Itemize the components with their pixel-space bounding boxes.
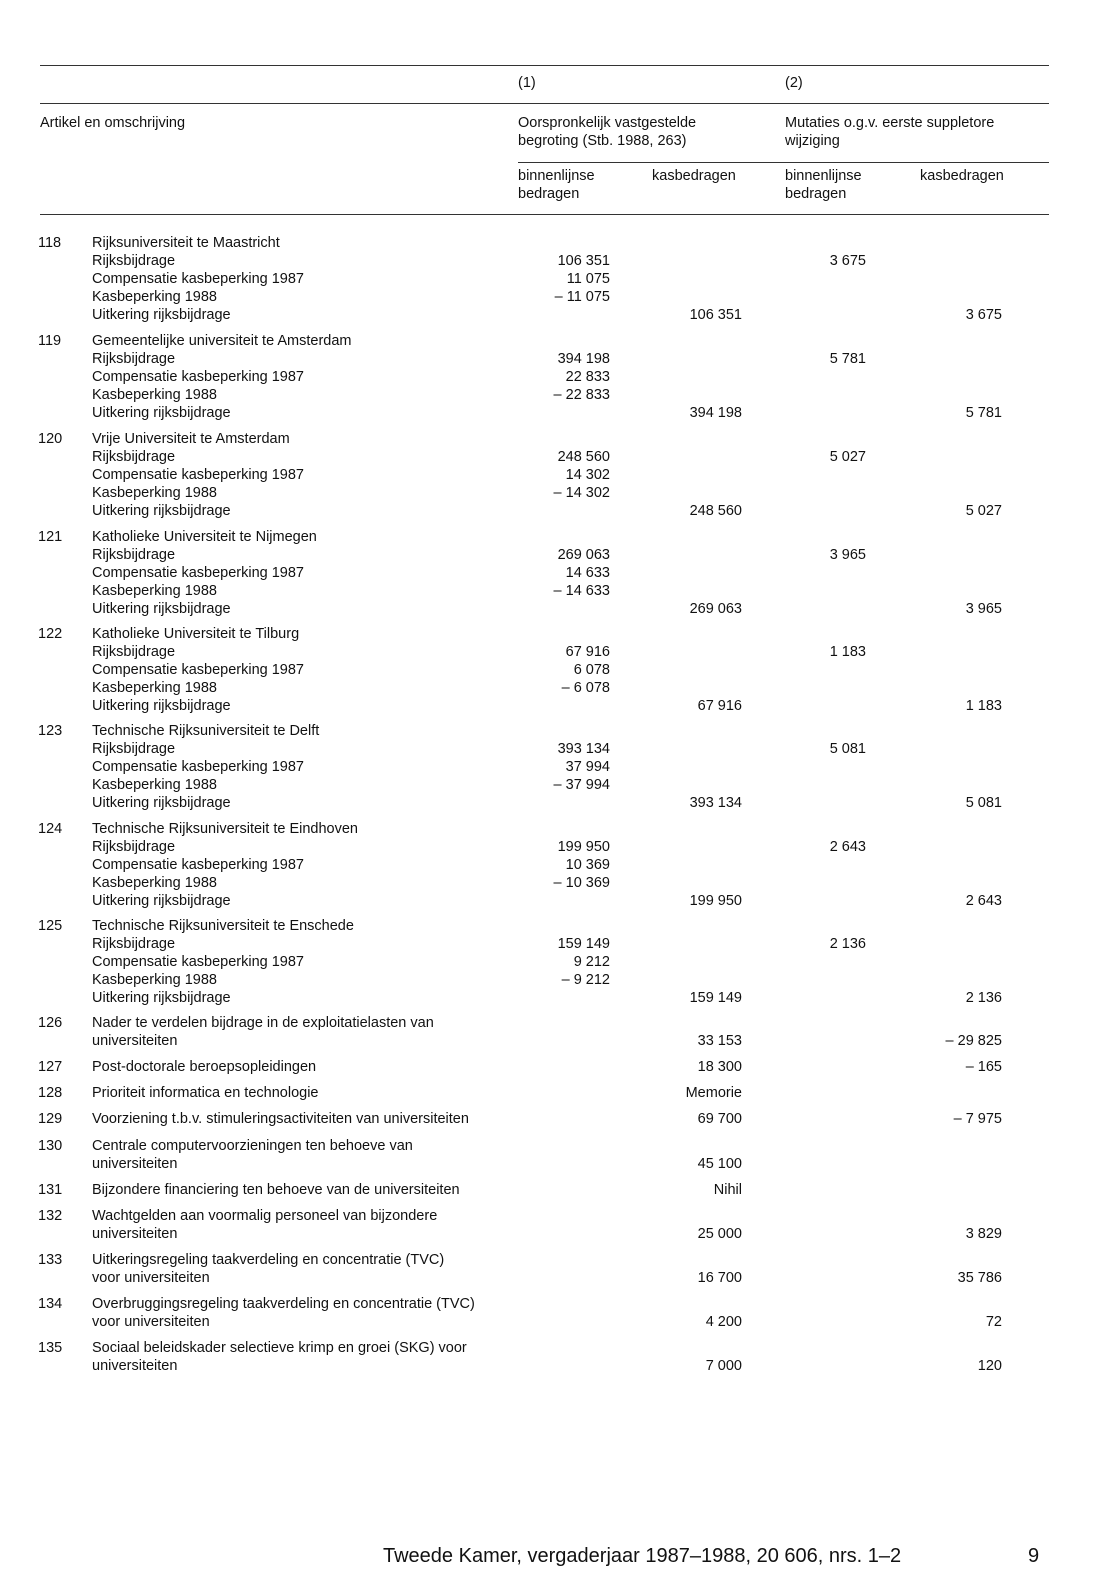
group2-title-line2: wijziging (785, 133, 840, 149)
row-description: Uitkering rijksbijdrage (92, 698, 231, 714)
orig-kasbedragen-value: 18 300 (697, 1059, 742, 1075)
row-description: Gemeentelijke universiteit te Amsterdam (92, 333, 352, 349)
row-description: Kasbeperking 1988 (92, 289, 217, 305)
row-description: Centrale computervoorzieningen ten behoeve van (92, 1138, 413, 1154)
orig-kasbedragen-value: 393 134 (689, 795, 742, 811)
orig-kasbedragen-value: 33 153 (697, 1033, 742, 1049)
row-description: Kasbeperking 1988 (92, 777, 217, 793)
row-description: Uitkering rijksbijdrage (92, 405, 231, 421)
subheader-rule (518, 162, 1049, 163)
row-description: Rijksbijdrage (92, 741, 176, 757)
row-description: Uitkeringsregeling taakverdeling en concentratie (TVC) (92, 1252, 445, 1268)
row-description: Kasbeperking 1988 (92, 485, 217, 501)
col-group-2-number: (2) (785, 75, 803, 91)
row-description: Overbruggingsregeling taakverdeling en concentratie (TVC) (92, 1296, 475, 1312)
article-number: 133 (38, 1252, 63, 1268)
group1-kas: kasbedragen (652, 168, 736, 184)
article-number: 119 (38, 333, 62, 349)
orig-binnenlijnse-value: 11 075 (566, 271, 610, 287)
mut-kasbedragen-value: 3 829 (965, 1226, 1002, 1242)
row-description: Rijksuniversiteit te Maastricht (92, 235, 280, 251)
row-description: Rijksbijdrage (92, 253, 176, 269)
article-number: 128 (38, 1085, 63, 1101)
row-description: Compensatie kasbeperking 1987 (92, 857, 304, 873)
article-number: 118 (38, 235, 62, 251)
mut-kasbedragen-value: – 29 825 (945, 1033, 1002, 1049)
orig-kasbedragen-value: 199 950 (689, 893, 742, 909)
orig-binnenlijnse-value: – 11 075 (554, 289, 610, 305)
article-number: 129 (38, 1111, 63, 1127)
row-description: Rijksbijdrage (92, 351, 176, 367)
row-description: Nader te verdelen bijdrage in de exploitatielasten van (92, 1015, 434, 1031)
orig-binnenlijnse-value: 159 149 (557, 936, 610, 952)
row-description: Kasbeperking 1988 (92, 875, 217, 891)
mut-kasbedragen-value: 5 027 (965, 503, 1002, 519)
article-number: 130 (38, 1138, 63, 1154)
orig-kasbedragen-value: 248 560 (689, 503, 742, 519)
row-description: universiteiten (92, 1156, 178, 1172)
mut-binnenlijnse-value: 3 675 (829, 253, 866, 269)
top-rule (40, 65, 1049, 66)
row-description: Compensatie kasbeperking 1987 (92, 369, 304, 385)
row-description: Rijksbijdrage (92, 644, 176, 660)
row-description: Technische Rijksuniversiteit te Delft (92, 723, 320, 739)
mut-binnenlijnse-value: 2 136 (829, 936, 866, 952)
row-description: universiteiten (92, 1226, 178, 1242)
footer-citation: Tweede Kamer, vergaderjaar 1987–1988, 20 606, nrs. 1–2 (383, 1545, 902, 1567)
orig-binnenlijnse-value: – 10 369 (553, 875, 610, 891)
mut-kasbedragen-value: 3 675 (965, 307, 1002, 323)
row-description: Uitkering rijksbijdrage (92, 795, 231, 811)
orig-kasbedragen-value: 16 700 (697, 1270, 742, 1286)
row-description: Rijksbijdrage (92, 449, 176, 465)
row-description: Voorziening t.b.v. stimuleringsactiviteiten van universiteiten (92, 1111, 469, 1127)
article-number: 121 (38, 529, 63, 545)
group1-title-line1: Oorspronkelijk vastgestelde (518, 115, 697, 131)
article-number: 124 (38, 821, 63, 837)
row-description: Sociaal beleidskader selectieve krimp en groei (SKG) voor (92, 1340, 467, 1356)
group1-binnen-line2: bedragen (518, 186, 580, 202)
orig-kasbedragen-value: 159 149 (689, 990, 742, 1006)
orig-binnenlijnse-value: – 14 302 (553, 485, 610, 501)
row-description: Katholieke Universiteit te Nijmegen (92, 529, 317, 545)
orig-binnenlijnse-value: 10 369 (565, 857, 610, 873)
orig-binnenlijnse-value: – 6 078 (561, 680, 610, 696)
mut-kasbedragen-value: – 165 (965, 1059, 1002, 1075)
article-number: 135 (38, 1340, 63, 1356)
orig-kasbedragen-value: 69 700 (697, 1111, 742, 1127)
article-number: 123 (38, 723, 63, 739)
group2-binnen-line2: bedragen (785, 186, 847, 202)
row-description: Prioriteit informatica en technologie (92, 1085, 319, 1101)
orig-kasbedragen-value: 7 000 (705, 1358, 742, 1374)
row-description: Compensatie kasbeperking 1987 (92, 759, 304, 775)
orig-kasbedragen-value: 394 198 (689, 405, 742, 421)
group2-kas: kasbedragen (920, 168, 1004, 184)
row-description: voor universiteiten (92, 1270, 210, 1286)
orig-kasbedragen-value: 67 916 (697, 698, 742, 714)
mut-binnenlijnse-value: 5 781 (829, 351, 866, 367)
orig-kasbedragen-value: 4 200 (705, 1314, 742, 1330)
header-rule-2 (40, 103, 1049, 104)
row-description: Wachtgelden aan voormalig personeel van bijzondere (92, 1208, 438, 1224)
orig-binnenlijnse-value: – 37 994 (553, 777, 610, 793)
orig-binnenlijnse-value: 14 633 (565, 565, 610, 581)
group2-binnen-line1: binnenlijnse (785, 168, 862, 184)
row-description: Uitkering rijksbijdrage (92, 990, 231, 1006)
row-description: Kasbeperking 1988 (92, 680, 217, 696)
orig-binnenlijnse-value: 269 063 (557, 547, 610, 563)
row-description: Bijzondere financiering ten behoeve van de universiteiten (92, 1182, 460, 1198)
mut-kasbedragen-value: 1 183 (965, 698, 1002, 714)
row-description: Uitkering rijksbijdrage (92, 503, 231, 519)
row-description: Kasbeperking 1988 (92, 583, 217, 599)
row-description: Rijksbijdrage (92, 547, 176, 563)
orig-kasbedragen-value: 269 063 (689, 601, 742, 617)
orig-kasbedragen-value: 106 351 (689, 307, 742, 323)
orig-binnenlijnse-value: 394 198 (557, 351, 610, 367)
orig-binnenlijnse-value: 22 833 (565, 369, 610, 385)
orig-binnenlijnse-value: 67 916 (565, 644, 610, 660)
mut-kasbedragen-value: – 7 975 (953, 1111, 1002, 1127)
mut-kasbedragen-value: 5 781 (965, 405, 1002, 421)
mut-binnenlijnse-value: 5 081 (829, 741, 866, 757)
row-description: Uitkering rijksbijdrage (92, 307, 231, 323)
mut-kasbedragen-value: 5 081 (965, 795, 1002, 811)
mut-kasbedragen-value: 2 136 (965, 990, 1002, 1006)
row-description: Compensatie kasbeperking 1987 (92, 565, 304, 581)
orig-kasbedragen-value: Memorie (685, 1085, 742, 1101)
mut-binnenlijnse-value: 1 183 (829, 644, 866, 660)
article-number: 132 (38, 1208, 63, 1224)
orig-binnenlijnse-value: – 14 633 (553, 583, 610, 599)
article-number: 134 (38, 1296, 63, 1312)
article-number: 127 (38, 1059, 63, 1075)
row-description: Rijksbijdrage (92, 839, 176, 855)
orig-binnenlijnse-value: 393 134 (557, 741, 610, 757)
row-description: voor universiteiten (92, 1314, 210, 1330)
row-description: Compensatie kasbeperking 1987 (92, 271, 304, 287)
orig-binnenlijnse-value: 6 078 (573, 662, 610, 678)
article-number: 125 (38, 918, 63, 934)
row-description: Uitkering rijksbijdrage (92, 893, 231, 909)
mut-kasbedragen-value: 72 (985, 1314, 1002, 1330)
row-description: Vrije Universiteit te Amsterdam (92, 431, 290, 447)
row-description: Technische Rijksuniversiteit te Eindhoven (92, 821, 358, 837)
article-number: 131 (38, 1182, 63, 1198)
orig-binnenlijnse-value: 106 351 (557, 253, 610, 269)
orig-binnenlijnse-value: – 22 833 (553, 387, 610, 403)
row-description: Technische Rijksuniversiteit te Enschede (92, 918, 354, 934)
group2-title-line1: Mutaties o.g.v. eerste suppletore (785, 115, 995, 131)
article-number: 126 (38, 1015, 63, 1031)
mut-kasbedragen-value: 3 965 (965, 601, 1002, 617)
orig-binnenlijnse-value: 9 212 (573, 954, 610, 970)
mut-kasbedragen-value: 35 786 (957, 1270, 1002, 1286)
orig-binnenlijnse-value: 14 302 (565, 467, 610, 483)
row-description: Compensatie kasbeperking 1987 (92, 662, 304, 678)
row-description: Rijksbijdrage (92, 936, 176, 952)
row-description: Post-doctorale beroepsopleidingen (92, 1059, 317, 1075)
mut-binnenlijnse-value: 3 965 (829, 547, 866, 563)
mut-binnenlijnse-value: 5 027 (829, 449, 866, 465)
row-description: Uitkering rijksbijdrage (92, 601, 231, 617)
row-description: Kasbeperking 1988 (92, 972, 217, 988)
article-number: 120 (38, 431, 63, 447)
orig-kasbedragen-value: 25 000 (697, 1226, 742, 1242)
row-description: Katholieke Universiteit te Tilburg (92, 626, 300, 642)
orig-kasbedragen-value: Nihil (713, 1182, 742, 1198)
row-description: Compensatie kasbeperking 1987 (92, 467, 304, 483)
page-number: 9 (1028, 1545, 1040, 1567)
mut-binnenlijnse-value: 2 643 (829, 839, 866, 855)
header-bottom-rule (40, 214, 1049, 215)
row-description: universiteiten (92, 1358, 178, 1374)
group1-title-line2: begroting (Stb. 1988, 263) (518, 133, 687, 149)
row-description: universiteiten (92, 1033, 178, 1049)
col-group-1-number: (1) (518, 75, 536, 91)
orig-binnenlijnse-value: 37 994 (565, 759, 610, 775)
orig-binnenlijnse-value: 248 560 (557, 449, 610, 465)
mut-kasbedragen-value: 2 643 (965, 893, 1002, 909)
row-description: Kasbeperking 1988 (92, 387, 217, 403)
row-description: Compensatie kasbeperking 1987 (92, 954, 304, 970)
article-header: Artikel en omschrijving (40, 115, 186, 131)
group1-binnen-line1: binnenlijnse (518, 168, 595, 184)
orig-binnenlijnse-value: 199 950 (557, 839, 610, 855)
orig-binnenlijnse-value: – 9 212 (561, 972, 610, 988)
mut-kasbedragen-value: 120 (977, 1358, 1002, 1374)
article-number: 122 (38, 626, 63, 642)
orig-kasbedragen-value: 45 100 (697, 1156, 742, 1172)
